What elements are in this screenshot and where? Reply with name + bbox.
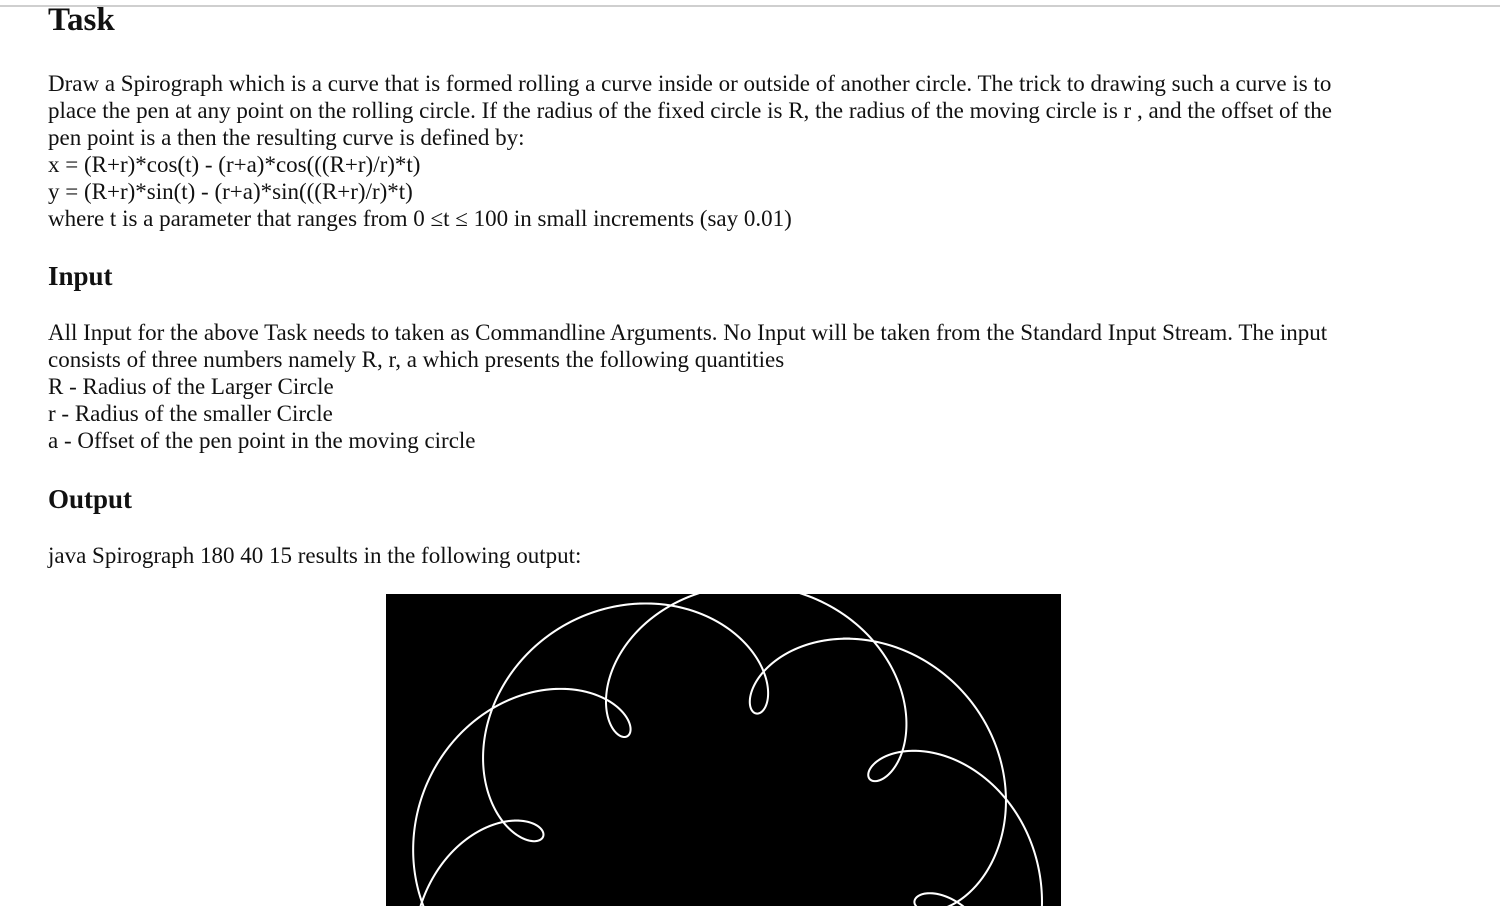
input-line: r - Radius of the smaller Circle [48, 401, 333, 426]
output-line: java Spirograph 180 40 15 results in the following output: [48, 543, 582, 568]
parameter-range: where t is a parameter that ranges from 0 ≤t ≤ 100 in small increments (say 0.01) [48, 206, 792, 231]
spirograph-output-image [386, 594, 1061, 906]
input-line: R - Radius of the Larger Circle [48, 374, 334, 399]
top-divider [0, 5, 1500, 7]
output-description [48, 542, 1418, 569]
input-heading: Input [48, 261, 113, 291]
formula-y: y = (R+r)*sin(t) - (r+a)*sin(((R+r)/r)*t) [48, 179, 413, 204]
task-line: place the pen at any point on the rolling circle. If the radius of the fixed circle is R, the radius of the moving circle is r , and the offset of the [48, 98, 1332, 123]
input-line: a - Offset of the pen point in the moving circle [48, 428, 476, 453]
spirograph-curve [413, 594, 1042, 906]
task-description [48, 70, 1418, 232]
task-heading: Task [48, 2, 115, 38]
input-line: consists of three numbers namely R, r, a which presents the following quantities [48, 347, 785, 372]
input-description [48, 319, 1418, 454]
task-line: Draw a Spirograph which is a curve that is formed rolling a curve inside or outside of another circle. The trick to drawing such a curve is to [48, 71, 1332, 96]
formula-x: x = (R+r)*cos(t) - (r+a)*cos(((R+r)/r)*t) [48, 152, 421, 177]
input-line: All Input for the above Task needs to taken as Commandline Arguments. No Input will be taken from the Standard Input Stream. The input [48, 320, 1328, 345]
task-line: pen point is a then the resulting curve is defined by: [48, 125, 525, 150]
spirograph-canvas [386, 594, 1061, 906]
output-heading: Output [48, 484, 133, 514]
